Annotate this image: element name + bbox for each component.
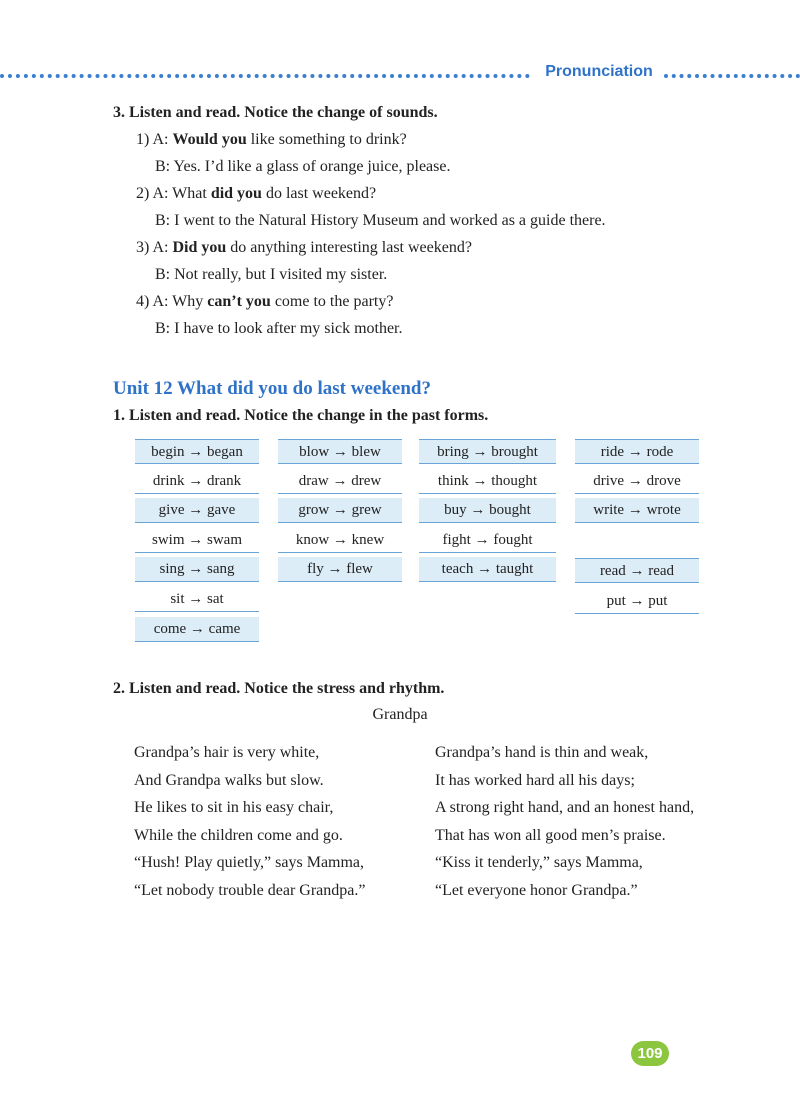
poem-line: “Let nobody trouble dear Grandpa.” [134,881,366,899]
past-form-cell: sit → sat [135,587,259,612]
past-form-cell: write → wrote [575,498,699,523]
section-title: Pronunciation [545,63,653,80]
poem-title: Grandpa [372,706,428,723]
past-form-cell: think → thought [419,469,556,494]
past-form-cell: know → knew [278,528,402,553]
past-form-cell: drive → drove [575,469,699,494]
dialogue-number: 2) [136,185,150,202]
page-number: 109 [631,1041,669,1066]
poem-line: While the children come and go. [134,826,343,844]
exercise1-instruction: 1. Listen and read. Notice the change in the past forms. [113,407,489,424]
past-form-cell: ride → rode [575,439,699,464]
past-form-cell: come → came [135,617,259,642]
dialogue-a-text: do last weekend? [261,185,377,202]
header-dotted-line-left [0,74,530,82]
past-form-cell: bring → brought [419,439,556,464]
dialogue-b-line: B: Not really, but I visited my sister. [155,266,388,283]
poem-line: And Grandpa walks but slow. [134,771,324,789]
dialogue-a-text: A: Why [152,293,208,310]
dialogue-a-line [136,239,472,257]
exercise2-instruction: 2. Listen and read. Notice the stress and rhythm. [113,680,445,697]
poem-line: “Hush! Play quietly,” says Mamma, [134,854,365,871]
poem-line: A strong right hand, and an honest hand, [435,799,695,816]
dialogue-a-text: A: [152,131,173,148]
poem-right-stanza [435,739,694,904]
past-form-cell: swim → swam [135,528,259,553]
past-form-cell: draw → drew [278,469,402,494]
past-form-cell: drink → drank [135,469,259,494]
dialogue-a-text: do anything interesting last weekend? [226,239,472,256]
dialogue-number: 1) [136,131,150,148]
dialogue-a-line [136,131,407,149]
past-form-cell: fly → flew [278,557,402,582]
poem-line: “Let everyone honor Grandpa.” [435,881,638,899]
dialogue-b-line: B: Yes. I’d like a glass of orange juice, please. [155,158,451,175]
poem-line: That has won all good men’s praise. [435,826,666,844]
past-form-cell: fight → fought [419,528,556,553]
past-form-cell: blow → blew [278,439,402,464]
poem-line: He likes to sit in his easy chair, [134,799,334,816]
dialogue-a-text: come to the party? [270,293,394,310]
past-form-cell: sing → sang [135,557,259,582]
past-form-cell: begin → began [135,439,259,464]
past-form-cell: put → put [575,589,699,614]
poem-left-stanza [134,739,365,904]
dialogue-a-text: A: What [152,185,211,202]
poem-line: “Kiss it tenderly,” says Mamma, [435,854,643,871]
poem-line: Grandpa’s hand is thin and weak, [435,744,649,761]
past-form-cell: give → gave [135,498,259,523]
dialogue-a-text: A: [152,239,173,256]
past-form-cell: teach → taught [419,557,556,582]
poem-line: It has worked hard all his days; [435,771,635,789]
dialogue-a-bold: Did you [172,239,227,256]
header-dotted-line-right [664,74,800,82]
dialogue-number: 3) [136,239,150,256]
dialogue-number: 4) [136,293,150,310]
dialogue-a-bold: did you [210,185,262,202]
dialogue-a-text: like something to drink? [246,131,407,148]
exercise3-instruction: 3. Listen and read. Notice the change of sounds. [113,104,438,121]
dialogue-b-line: B: I went to the Natural History Museum and worked as a guide there. [155,212,606,229]
past-form-cell: grow → grew [278,498,402,523]
dialogue-a-line [136,293,393,311]
dialogue-a-line [136,185,376,203]
poem-line: Grandpa’s hair is very white, [134,744,320,761]
dialogue-a-bold: can’t you [207,293,271,310]
unit-title: Unit 12 What did you do last weekend? [113,378,431,399]
dialogue-a-bold: Would you [172,131,247,148]
past-form-cell: buy → bought [419,498,556,523]
past-form-cell: read → read [575,558,699,583]
dialogue-b-line: B: I have to look after my sick mother. [155,320,403,337]
